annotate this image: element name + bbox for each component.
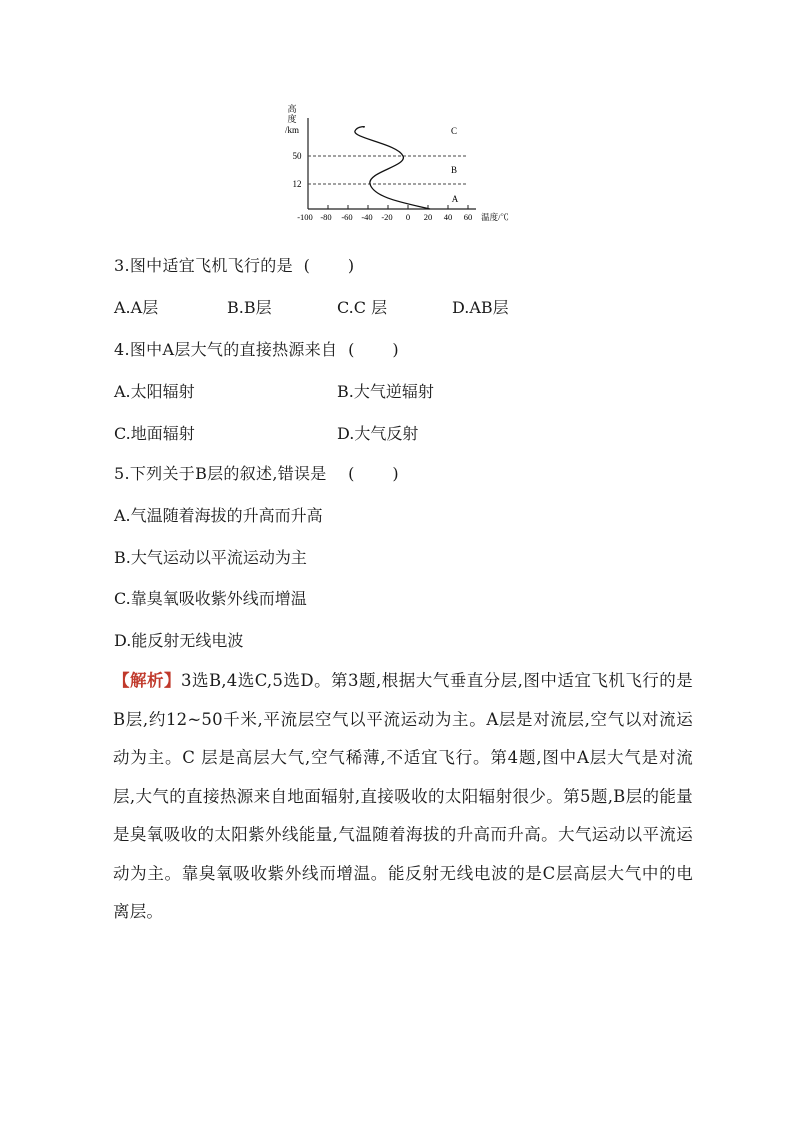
x-tick--20: -20: [381, 212, 393, 222]
x-tick-20: 20: [423, 212, 433, 222]
y-tick-50: 50: [292, 151, 302, 161]
question-5-option-d: D.能反射无线电波: [114, 631, 244, 650]
y-axis-label-unit: /km: [284, 125, 300, 135]
question-4-option-c: C.地面辐射: [114, 424, 195, 443]
question-5-option-a: A.气温随着海拔的升高而升高: [114, 506, 323, 525]
atmosphere-temperature-figure: [270, 96, 520, 236]
layer-label-c: C: [450, 126, 458, 136]
question-5-option-c: C.靠臭氧吸收紫外线而增温: [114, 589, 307, 608]
question-4-option-d: D.大气反射: [337, 424, 419, 443]
question-5-stem: 5.下列关于B层的叙述,错误是 ( ): [114, 464, 399, 483]
x-tick--40: -40: [361, 212, 373, 222]
y-axis-label-2: 度: [287, 114, 297, 124]
analysis-paragraph: [113, 662, 693, 932]
question-4-option-a: A.太阳辐射: [114, 382, 195, 401]
x-tick-40: 40: [443, 212, 453, 222]
x-tick-0: 0: [405, 212, 411, 222]
x-tick-60: 60: [463, 212, 473, 222]
x-axis-label: 温度/℃: [481, 212, 509, 222]
question-3-option-a: A.A层: [114, 298, 159, 317]
analysis-text: 3选B,4选C,5选D。第3题,根据大气垂直分层,图中适宜飞机飞行的是B层,约12~50千米,平流层空气以平流运动为主。A层是对流层,空气以对流运动为主。C 层是高层大气,空气稀薄,不适宜飞行。第4题,图中A层大气是对流层,大气的直接热源来自地面辐射,直接吸收的太阳辐射很少。第5题,B层的能量是臭氧吸收的太阳紫外线能量,气温随着海拔的升高而升高。大气运动以平流运动为主。靠臭氧吸收紫外线而增温。能反射无线电波的是C层高层大气中的电离层。: [113, 671, 693, 921]
layer-label-b: B: [450, 165, 458, 175]
x-tick--100: -100: [297, 212, 313, 222]
x-tick--80: -80: [320, 212, 332, 222]
y-axis-label-1: 高: [287, 104, 297, 114]
layer-label-a: A: [451, 194, 459, 204]
x-axis-ticks: [308, 205, 468, 209]
question-5-option-b: B.大气运动以平流运动为主: [114, 548, 307, 567]
question-3-option-b: B.B层: [227, 298, 272, 317]
question-3-stem: 3.图中适宜飞机飞行的是 ( ): [114, 256, 355, 275]
atmosphere-profile-diagram: [270, 96, 520, 236]
temperature-curve: [355, 127, 430, 209]
question-3-option-d: D.AB层: [452, 298, 509, 317]
question-3-option-c: C.C 层: [337, 298, 388, 317]
question-4-stem: 4.图中A层大气的直接热源来自 ( ): [114, 340, 399, 359]
analysis-tag: 【解析】: [113, 671, 181, 690]
x-tick--60: -60: [341, 212, 353, 222]
question-4-option-b: B.大气逆辐射: [337, 382, 434, 401]
y-tick-12: 12: [292, 179, 302, 189]
